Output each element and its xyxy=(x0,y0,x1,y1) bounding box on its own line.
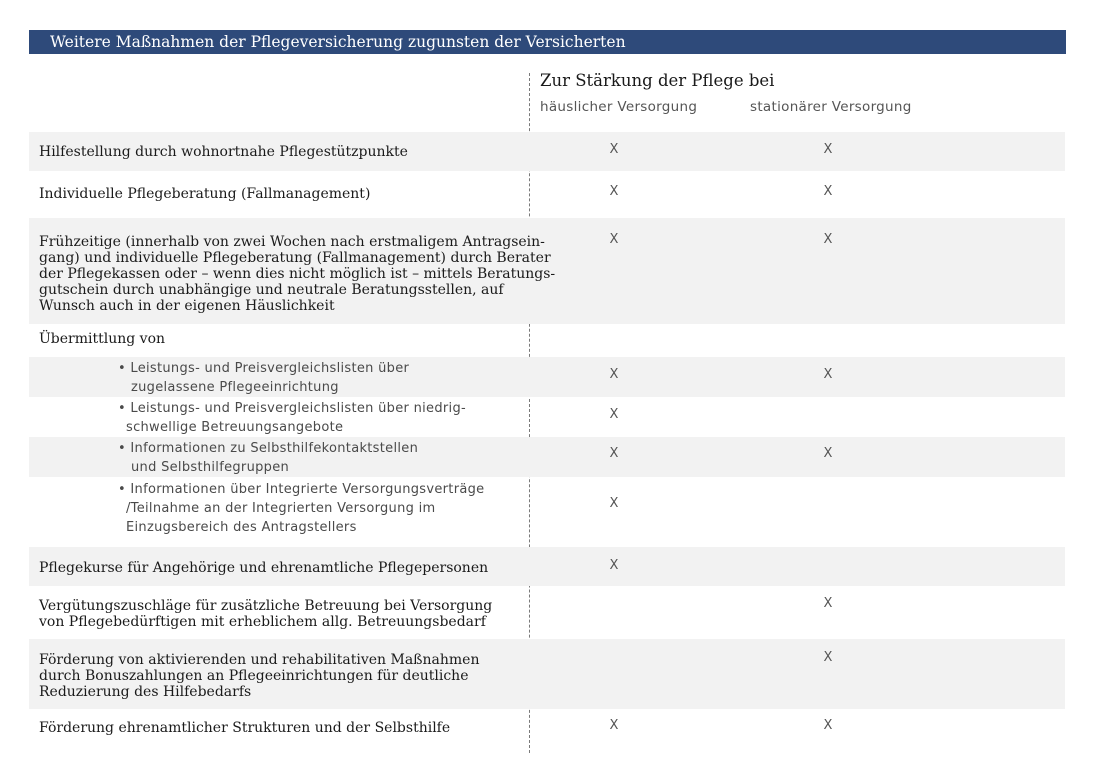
row-label-line: und Selbsthilfegruppen xyxy=(131,460,290,475)
column-heading-home-care: häuslicher Versorgung xyxy=(540,99,698,115)
row-label-line: Einzugsbereich des Antragstellers xyxy=(126,520,357,535)
row-label-line: Wunsch auch in der eigenen Häuslichkeit xyxy=(39,298,335,314)
stationary-care-mark: X xyxy=(823,232,833,247)
row-label-line: • Leistungs- und Preisvergleichslisten über niedrig- xyxy=(118,401,467,416)
row-label: Individuelle Pflegeberatung (Fallmanagement) xyxy=(39,186,371,202)
title-bar xyxy=(29,30,1066,54)
row-sublabel xyxy=(118,439,418,477)
row-label-line: Frühzeitige (innerhalb von zwei Wochen nach erstmaligem Antragsein- xyxy=(39,234,545,250)
row-label-line: schwellige Betreuungsangebote xyxy=(126,420,344,435)
stationary-care-mark: X xyxy=(823,184,833,199)
row-label: Pflegekurse für Angehörige und ehrenamtliche Pflegepersonen xyxy=(39,560,489,576)
table-row xyxy=(29,218,1065,324)
row-sublabel xyxy=(118,399,466,437)
stationary-care-mark: X xyxy=(823,367,833,382)
column-group-heading: Zur Stärkung der Pflege bei xyxy=(540,71,775,90)
row-label-line: von Pflegebedürftigen mit erheblichem allg. Betreuungsbedarf xyxy=(39,614,486,630)
table-row xyxy=(29,132,1065,171)
table-row xyxy=(29,324,1065,357)
stationary-care-mark: X xyxy=(823,650,833,665)
column-heading-stationary-care: stationärer Versorgung xyxy=(750,99,912,115)
home-care-mark: X xyxy=(609,446,619,461)
table-row xyxy=(29,586,1065,639)
row-label-line: • Informationen zu Selbsthilfekontaktstellen xyxy=(118,441,419,456)
row-label-line: /Teilnahme an der Integrierten Versorgung im xyxy=(126,501,436,516)
stationary-care-mark: X xyxy=(823,446,833,461)
table-row xyxy=(29,171,1065,218)
table-row xyxy=(29,397,1065,437)
row-sublabel xyxy=(118,480,484,537)
row-label-line: gutschein durch unabhängige und neutrale Beratungsstellen, auf xyxy=(39,282,504,298)
row-label-line: gang) und individuelle Pflegeberatung (Fallmanagement) durch Berater xyxy=(39,250,551,266)
stationary-care-mark: X xyxy=(823,596,833,611)
home-care-mark: X xyxy=(609,367,619,382)
row-label xyxy=(39,652,479,700)
stationary-care-mark: X xyxy=(823,718,833,733)
row-label: Hilfestellung durch wohnortnahe Pflegestützpunkte xyxy=(39,144,408,160)
home-care-mark: X xyxy=(609,718,619,733)
home-care-mark: X xyxy=(609,184,619,199)
table-row xyxy=(29,709,1065,749)
row-label: Übermittlung von xyxy=(39,331,166,347)
table-row xyxy=(29,437,1065,477)
row-label-line: • Leistungs- und Preisvergleichslisten über xyxy=(118,361,410,376)
row-label-line: Vergütungszuschläge für zusätzliche Betreuung bei Versorgung xyxy=(39,598,493,614)
row-label-line: Reduzierung des Hilfebedarfs xyxy=(39,684,252,700)
table-row xyxy=(29,547,1065,586)
table-row xyxy=(29,477,1065,547)
row-label xyxy=(39,598,492,630)
row-label: Förderung ehrenamtlicher Strukturen und der Selbsthilfe xyxy=(39,720,451,736)
home-care-mark: X xyxy=(609,407,619,422)
home-care-mark: X xyxy=(609,142,619,157)
row-label xyxy=(39,234,555,314)
row-label-line: • Informationen über Integrierte Versorgungsverträge xyxy=(118,482,485,497)
home-care-mark: X xyxy=(609,558,619,573)
row-label-line: der Pflegekassen oder – wenn dies nicht möglich ist – mittels Beratungs- xyxy=(39,266,556,282)
row-label-line: zugelassene Pflegeeinrichtung xyxy=(131,380,339,395)
home-care-mark: X xyxy=(609,496,619,511)
home-care-mark: X xyxy=(609,232,619,247)
row-sublabel xyxy=(118,359,409,397)
row-label-line: durch Bonuszahlungen an Pflegeeinrichtungen für deutliche xyxy=(39,668,469,684)
table-row xyxy=(29,357,1065,397)
stationary-care-mark: X xyxy=(823,142,833,157)
table-row xyxy=(29,639,1065,709)
table-title: Weitere Maßnahmen der Pflegeversicherung zugunsten der Versicherten xyxy=(50,33,626,51)
row-label-line: Förderung von aktivierenden und rehabilitativen Maßnahmen xyxy=(39,652,480,668)
